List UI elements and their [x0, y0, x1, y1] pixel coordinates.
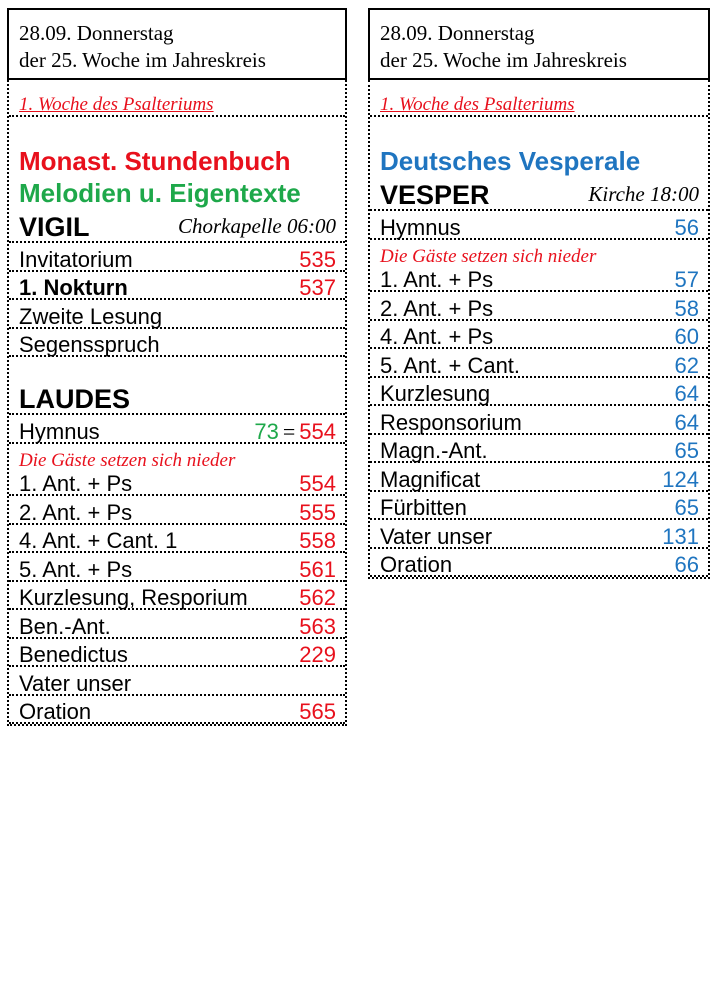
list-item-page: 56 [674, 214, 699, 240]
list-item-label: Magn.-Ant. [380, 438, 488, 463]
vigil-title: VIGIL [19, 212, 90, 242]
equals-sign: = [282, 418, 296, 444]
list-item [9, 468, 345, 497]
right-psalter [370, 80, 708, 117]
vesper-hymnus-row [370, 211, 708, 240]
left-schedule [7, 8, 347, 726]
list-item-label: Segensspruch [19, 332, 160, 357]
list-item [9, 582, 345, 611]
left-date: 28.09. Donnerstag [19, 21, 174, 45]
list-item-label: Vater unser [19, 670, 132, 696]
list-item [9, 696, 345, 725]
left-book-subtitle: Melodien u. Eigentexte [19, 178, 301, 208]
list-item [370, 435, 708, 464]
list-item [370, 492, 708, 521]
vesper-list [370, 264, 708, 578]
hymnus-page-melody: 73 [254, 418, 279, 444]
hymnus-page-book: 554 [299, 418, 336, 444]
list-item-label: Magnificat [380, 466, 481, 492]
list-item-page: 229 [299, 642, 336, 667]
list-item [9, 525, 345, 554]
list-item-page: 563 [299, 613, 336, 639]
list-item-label: Kurzlesung, Resporium [19, 585, 248, 610]
list-item-page: 554 [299, 471, 336, 496]
list-item-page: 555 [299, 499, 336, 525]
right-schedule [368, 8, 710, 579]
left-psalter [9, 80, 345, 117]
list-item-label: Responsorium [380, 409, 522, 435]
list-item-page: 60 [674, 324, 699, 349]
list-item-page: 561 [299, 556, 336, 582]
vigil-heading [9, 209, 345, 243]
list-item-page: 565 [299, 699, 336, 724]
list-item-page: 66 [674, 552, 699, 577]
list-item-label: 1. Nokturn [19, 275, 128, 300]
list-item-label: 4. Ant. + Ps [380, 324, 494, 349]
left-psalter-text: 1. Woche des Psalteriums [19, 94, 214, 115]
list-item-label: Hymnus [380, 214, 461, 240]
list-item-page: 558 [299, 528, 336, 553]
laudes-hymnus-row [9, 415, 345, 444]
vesper-meta: Kirche 18:00 [588, 182, 699, 206]
laudes-title: LAUDES [19, 384, 131, 414]
list-item-label: Oration [19, 699, 92, 724]
list-item [370, 549, 708, 578]
spacer [9, 357, 345, 381]
list-item [9, 300, 345, 329]
list-item [370, 378, 708, 407]
vigil-list [9, 243, 345, 357]
vesper-heading [370, 177, 708, 211]
list-item [370, 406, 708, 435]
list-item-page: 57 [674, 267, 699, 292]
list-item-page: 131 [662, 523, 699, 549]
list-item [9, 667, 345, 696]
list-item [370, 292, 708, 321]
list-item [9, 243, 345, 272]
vigil-meta: Chorkapelle 06:00 [177, 214, 336, 238]
list-item [370, 463, 708, 492]
list-item-page: 535 [299, 246, 336, 272]
list-item-page: 537 [299, 275, 336, 300]
list-item [370, 349, 708, 378]
list-item [9, 329, 345, 358]
list-item-page: 124 [662, 466, 699, 492]
left-week: der 25. Woche im Jahreskreis [19, 48, 266, 72]
list-item-page: 62 [674, 352, 699, 378]
list-item-label: Zweite Lesung [19, 303, 163, 329]
list-item [9, 553, 345, 582]
right-week: der 25. Woche im Jahreskreis [380, 48, 627, 72]
list-item-page: 562 [299, 585, 336, 610]
list-item-label: 5. Ant. + Ps [19, 556, 133, 582]
left-book-title: Monast. Stundenbuch [19, 146, 291, 176]
list-item-page: 64 [674, 381, 699, 406]
list-item [370, 321, 708, 350]
list-item-label: Hymnus [19, 418, 100, 444]
list-item [9, 496, 345, 525]
list-item-label: 4. Ant. + Cant. 1 [19, 528, 178, 553]
list-item [370, 264, 708, 293]
left-date-header [7, 8, 347, 80]
list-item-label: 2. Ant. + Ps [19, 499, 133, 525]
list-item [9, 272, 345, 301]
list-item-label: Vater unser [380, 523, 493, 549]
laudes-heading [9, 381, 345, 415]
list-item-page: 64 [674, 409, 699, 435]
list-item-page: 58 [674, 295, 699, 321]
right-date-header [368, 8, 710, 80]
left-body [7, 80, 347, 726]
list-item-label: 1. Ant. + Ps [19, 471, 133, 496]
right-guest-note [370, 240, 708, 267]
spacer [370, 117, 708, 145]
list-item-label: Invitatorium [19, 246, 133, 272]
list-item [9, 639, 345, 668]
list-item-label: Kurzlesung [380, 381, 491, 406]
list-item [370, 520, 708, 549]
right-body [368, 80, 710, 579]
right-guest-note-text: Die Gäste setzen sich nieder [380, 245, 597, 267]
left-guest-note-text: Die Gäste setzen sich nieder [19, 449, 236, 471]
list-item [9, 610, 345, 639]
list-item-label: 2. Ant. + Ps [380, 295, 494, 321]
vesper-title: VESPER [380, 180, 490, 210]
list-item-label: Fürbitten [380, 495, 467, 520]
right-book-title: Deutsches Vesperale [380, 146, 641, 176]
spacer [9, 117, 345, 145]
list-item-page: 65 [674, 438, 699, 463]
list-item-page: 65 [674, 495, 699, 520]
right-date: 28.09. Donnerstag [380, 21, 535, 45]
laudes-list [9, 468, 345, 725]
list-item-label: 1. Ant. + Ps [380, 267, 494, 292]
hymnus-pages [254, 420, 336, 444]
list-item-label: 5. Ant. + Cant. [380, 352, 521, 378]
right-psalter-text: 1. Woche des Psalteriums [380, 94, 575, 115]
left-guest-note [9, 444, 345, 471]
list-item-label: Oration [380, 552, 453, 577]
list-item-label: Ben.-Ant. [19, 613, 111, 639]
list-item-label: Benedictus [19, 642, 128, 667]
